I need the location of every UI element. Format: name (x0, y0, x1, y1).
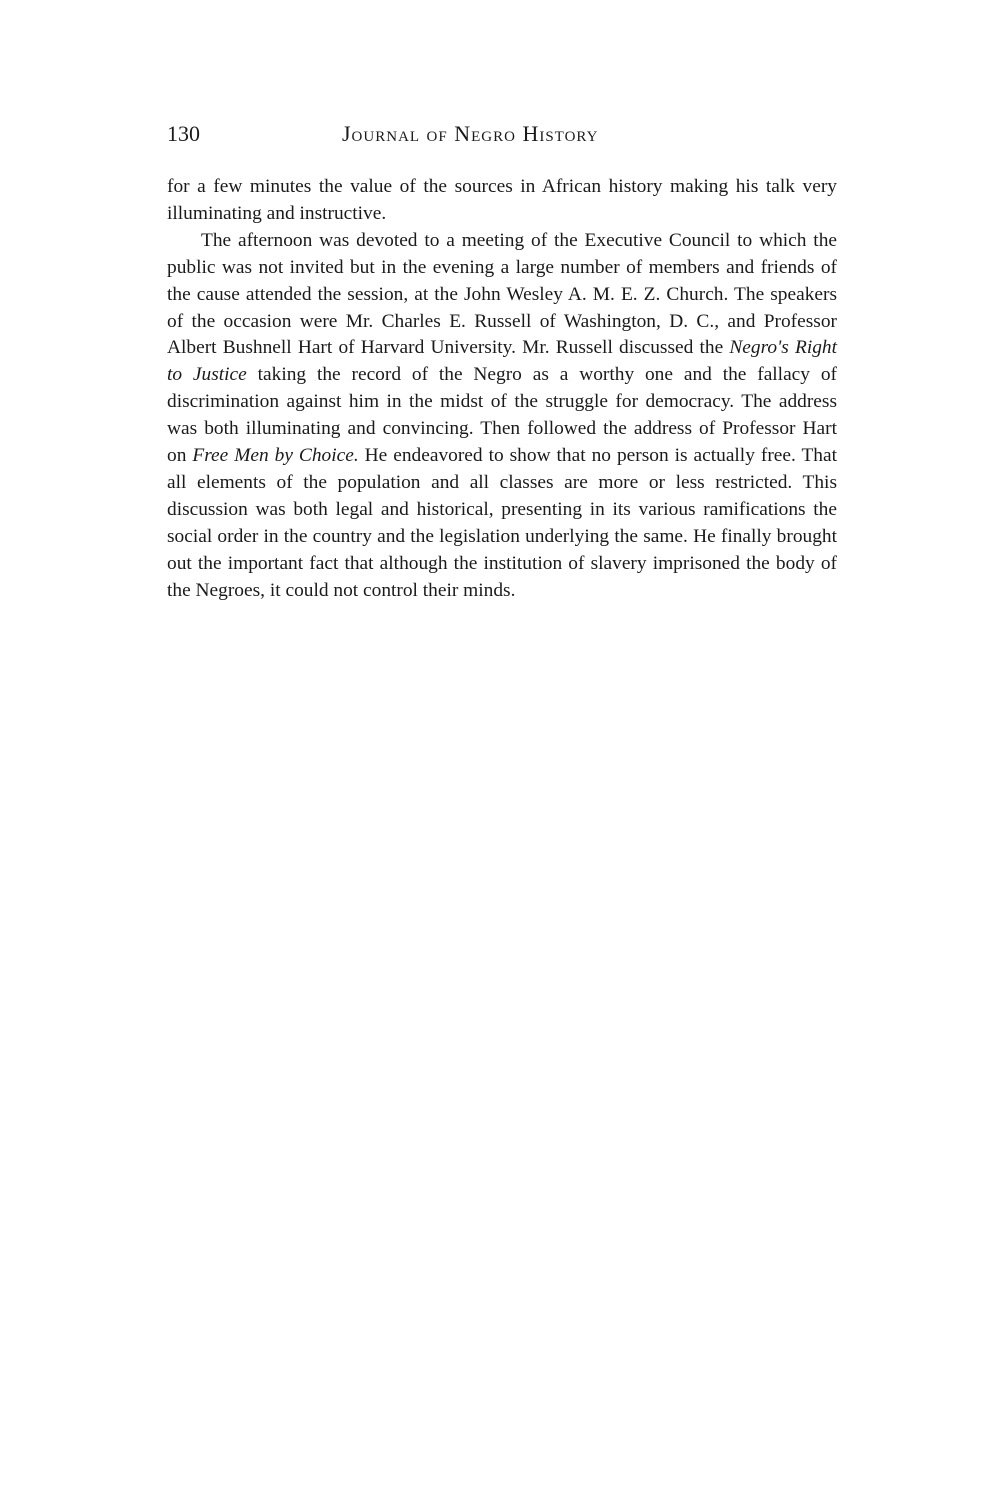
paragraph-text: for a few minutes the value of the sources in African history making his talk very illuminating and instructive. (167, 176, 837, 224)
journal-title: Journal of Negro History (342, 121, 599, 146)
body-text (167, 174, 837, 605)
address-title-hart: Free Men by Choice. (192, 445, 359, 467)
paragraph-text: He endeavored to show that no person is actually free. That all elements of the population and all classes are more or less restricted. This discussion was both legal and historical, presenting in its various ramifications the social order in the country and the legislation underlying the same. He finally brought out the important fact that although the institution of slavery imprisoned the body of the Negroes, it could not control their minds. (167, 445, 837, 601)
paragraph-text: taking the record of the Negro as a worthy one and the fallacy of discrimination against him in the midst of the struggle for democracy. The address was both illuminating and convincing. Then followed the address of Professor Hart on (167, 364, 837, 467)
running-head (167, 118, 837, 150)
address-title-russell: Negro's Right to Justice (167, 337, 837, 386)
paragraph-meeting-report (167, 228, 837, 605)
paragraph-continuation (167, 174, 837, 228)
paragraph-text: The afternoon was devoted to a meeting of the Executive Council to which the public was not invited but in the evening a large number of members and friends of the cause attended the session, at the John Wesley A. M. E. Z. Church. The speakers of the occasion were Mr. Charles E. Russell of Washington, D. C., and Professor Albert Bushnell Hart of Harvard University. Mr. Russell discussed the (167, 229, 837, 359)
page-number: 130 (167, 121, 200, 146)
